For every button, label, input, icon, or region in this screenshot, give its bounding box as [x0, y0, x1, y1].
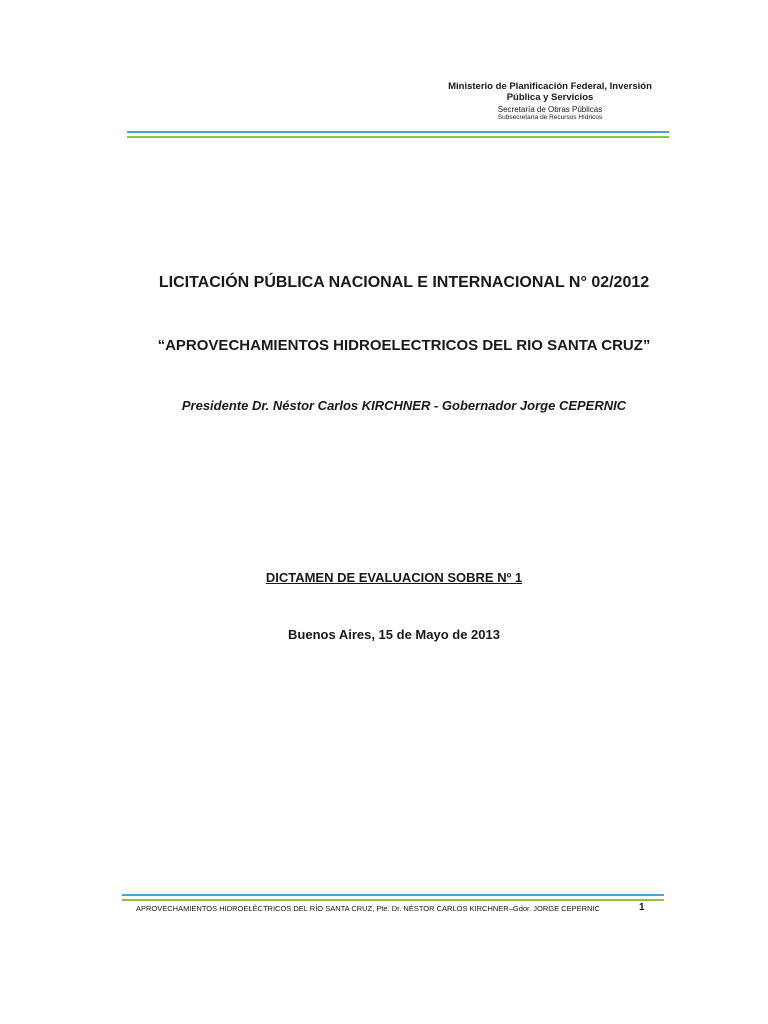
dictamen-heading [10, 570, 768, 585]
footer-text: APROVECHAMIENTOS HIDROELÉCTRICOS DEL RÍO SANTA CRUZ, Pte. Dr. NÉSTOR CARLOS KIRCHNER–Gdor. JORGE CEPERNIC [136, 904, 600, 913]
dictamen-heading-text: DICTAMEN DE EVALUACION SOBRE Nº 1 [265, 570, 523, 585]
footer-divider-green [122, 899, 664, 901]
header-divider-green [127, 136, 669, 138]
header-ministry: Ministerio de Planificación Federal, Inversión Pública y Servicios [448, 81, 652, 103]
document-dedication: Presidente Dr. Néstor Carlos KIRCHNER - Gobernador Jorge CEPERNIC [181, 398, 627, 413]
header-block [430, 82, 670, 122]
header-secretaria: Secretaría de Obras Públicas [497, 104, 603, 114]
document-subtitle: “APROVECHAMIENTOS HIDROELECTRICOS DEL RIO SANTA CRUZ” [157, 337, 651, 354]
document-date: Buenos Aires, 15 de Mayo de 2013 [288, 627, 500, 642]
header-divider-blue [127, 131, 669, 133]
document-title: LICITACIÓN PÚBLICA NACIONAL E INTERNACIONAL N° 02/2012 [158, 274, 650, 291]
page-number: 1 [639, 902, 645, 913]
footer-divider-blue [122, 894, 664, 896]
header-subsecretaria: Subsecretaría de Recursos Hídricos [497, 114, 603, 122]
